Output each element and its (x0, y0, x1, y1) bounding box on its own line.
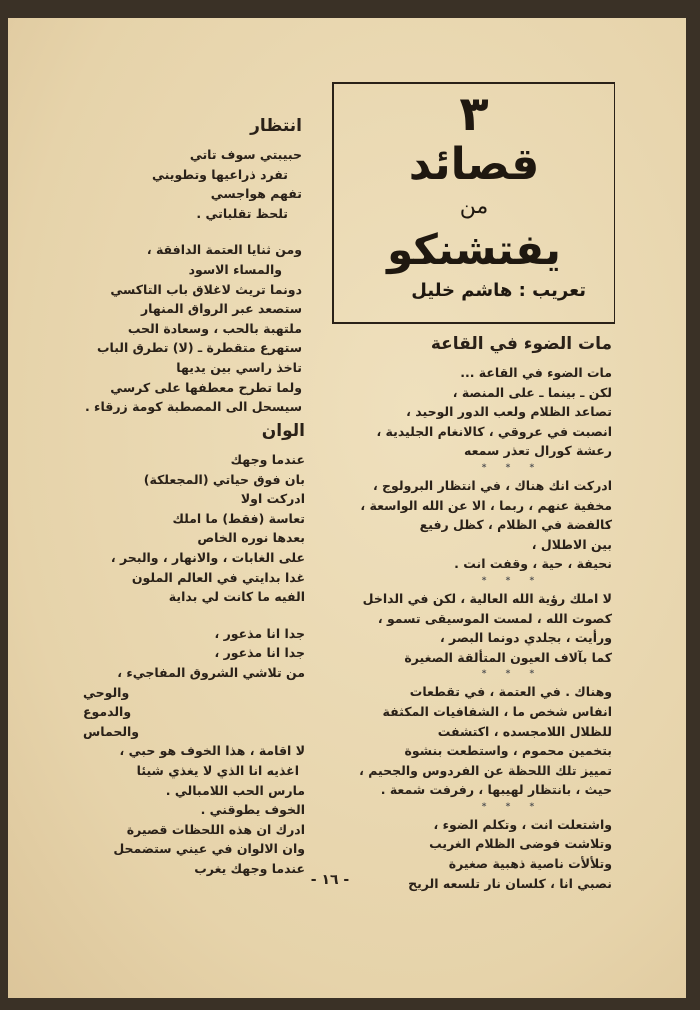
poem-line: حيث ، بانتظار لهيبها ، رفرفت شمعة . (380, 782, 612, 798)
poem-line: مات الضوء في القاعة ... (460, 365, 612, 380)
poem-line: حبيبتي سوف تاتي (189, 147, 302, 162)
poem-line: وهناك . في العتمة ، في تقطعات (409, 684, 612, 700)
poem-light-died (359, 331, 612, 893)
poem-line: كما بآلاف العيون المتألقة الصغيرة (404, 649, 612, 665)
stanza-divider-stars: * * * (481, 575, 543, 586)
poem-line: تاخذ راسي بين يديها (176, 359, 302, 375)
poem-line: لا اقامة ، هذا الخوف هو حبي ، (119, 743, 305, 759)
poem-line: ستصعد عبر الرواق المنهار (140, 301, 302, 317)
poem-line: انفاس شخص ما ، الشفافيات المكثفة (382, 703, 612, 719)
poem-line: ومن ثنايا العتمة الدافقة ، (146, 242, 302, 258)
poem-line: عندما وجهك (230, 452, 305, 467)
title-box (332, 82, 615, 324)
poem-line: والوحي (83, 684, 130, 700)
page-number: - ١٦ - (310, 872, 350, 888)
stanza-divider-stars: * * * (481, 462, 543, 473)
poem-line: سيسحل الى المصطبة كومة زرقاء . (84, 399, 302, 415)
poem-line: تصاعد الظلام ولعب الدور الوحيد ، (406, 404, 612, 420)
poem-line: عندما وجهك يغرب (194, 860, 305, 876)
poem-line: والدموع (83, 704, 132, 720)
poem-line: والحماس (83, 723, 140, 739)
poem-line: كالفضة في الظلام ، كظل رفيع (419, 517, 612, 533)
poem-line: الفيه ما كانت لي بداية (168, 589, 305, 605)
poem-line: ادركت اولا (240, 491, 305, 507)
title-from: من (459, 194, 489, 219)
poem-line: رعشة كورال تعذر سمعه (464, 443, 612, 459)
stanza-divider-stars: * * * (481, 801, 543, 812)
poem-line: تعاسة (فقط) ما املك (172, 510, 305, 526)
poem-title: انتظار (250, 116, 302, 136)
poem-waiting (84, 113, 302, 417)
poem-line: اغذيه انا الذي لا يغذي شيئا (136, 762, 299, 778)
poem-line: دونما تريث لاغلاق باب التاكسي (110, 281, 302, 297)
poem-line: ورأيت ، بجلدي دونما البصر ، (439, 630, 612, 646)
translator-credit: تعريب : هاشم خليل (411, 280, 586, 301)
poem-line: تفهم هواجسي (210, 186, 302, 202)
stanza-divider-stars: * * * (481, 669, 543, 680)
title-poems: قصائد (408, 139, 540, 190)
poem-line: وتلألأت ناصية ذهبية صغيرة (448, 856, 612, 872)
poem-line: واشتعلت انت ، وتكلم الضوء ، (433, 816, 612, 832)
poem-line: وان الالوان في عيني ستضمحل (113, 841, 305, 857)
poem-line: نصبي انا ، كلسان نار تلسعه الريح (408, 875, 612, 891)
poem-line: بتخمين محموم ، واستطعت بنشوة (404, 743, 612, 759)
poem-line: بان فوق حياتي (المجعلكة) (143, 471, 305, 487)
poem-line: لكن ـ بينما ـ على المنصة ، (452, 384, 612, 400)
poem-line: على الغابات ، والانهار ، والبحر ، (110, 549, 305, 565)
poem-line: مارس الحب اللامبالي . (165, 782, 305, 798)
poem-line: وتلاشت فوضى الظلام الغريب (429, 836, 612, 852)
poem-line: ملتهبة بالحب ، وسعادة الحب (127, 320, 302, 336)
poet-name: يفتشنكو (387, 225, 561, 274)
poem-line: الخوف يطوقني . (200, 802, 305, 818)
poem-line: غدا بدايتي في العالم الملون (131, 569, 305, 585)
poem-line: كصوت الله ، لمست الموسيقى تسمو ، (377, 610, 612, 626)
poem-line: للظلال اللامجسده ، اكتشفت (437, 723, 612, 739)
poem-line: من تلاشي الشروق المفاجيء ، (117, 664, 305, 680)
poem-line: والمساء الاسود (188, 261, 282, 277)
poem-line: مخفية عنهم ، ربما ، الا عن الله الواسعة ، (360, 497, 612, 513)
poem-line: ولما تطرح معطفها على كرسي (110, 379, 302, 395)
poem-line: انصبت في عروقي ، كالانغام الجليدية ، (376, 423, 612, 439)
poem-colors (83, 418, 305, 878)
poem-title: مات الضوء في القاعة (430, 334, 612, 354)
poem-line: بعدها نوره الخاص (197, 530, 305, 546)
poem-line: جدا انا مذعور ، (214, 625, 305, 641)
poem-line: ادركت انك هناك ، في انتظار البرولوج ، (372, 477, 612, 493)
poem-line: جدا انا مذعور ، (214, 645, 305, 661)
poem-line: بين الاطلال ، (531, 536, 612, 552)
poem-line: تلحظ تقلباتي . (196, 205, 288, 221)
poem-line: ستهرع متقطرة ـ (لا) تطرق الباب (96, 340, 302, 356)
poem-line: ادرك ان هذه اللحظات قصيرة (126, 821, 305, 837)
stanza-gap (105, 607, 305, 624)
poem-line: لا املك رؤية الله العالية ، لكن في الداخل (362, 590, 612, 606)
poem-line: تفرد ذراعيها وتطويني (152, 166, 288, 182)
poem-line: تمييز تلك اللحظة عن الفردوس والجحيم ، (359, 762, 612, 778)
poem-title: الوان (261, 421, 305, 441)
stanza-gap (102, 223, 302, 240)
title-number: ٣ (459, 86, 489, 142)
poem-line: نحيفة ، حية ، وقفت انت . (454, 556, 612, 572)
